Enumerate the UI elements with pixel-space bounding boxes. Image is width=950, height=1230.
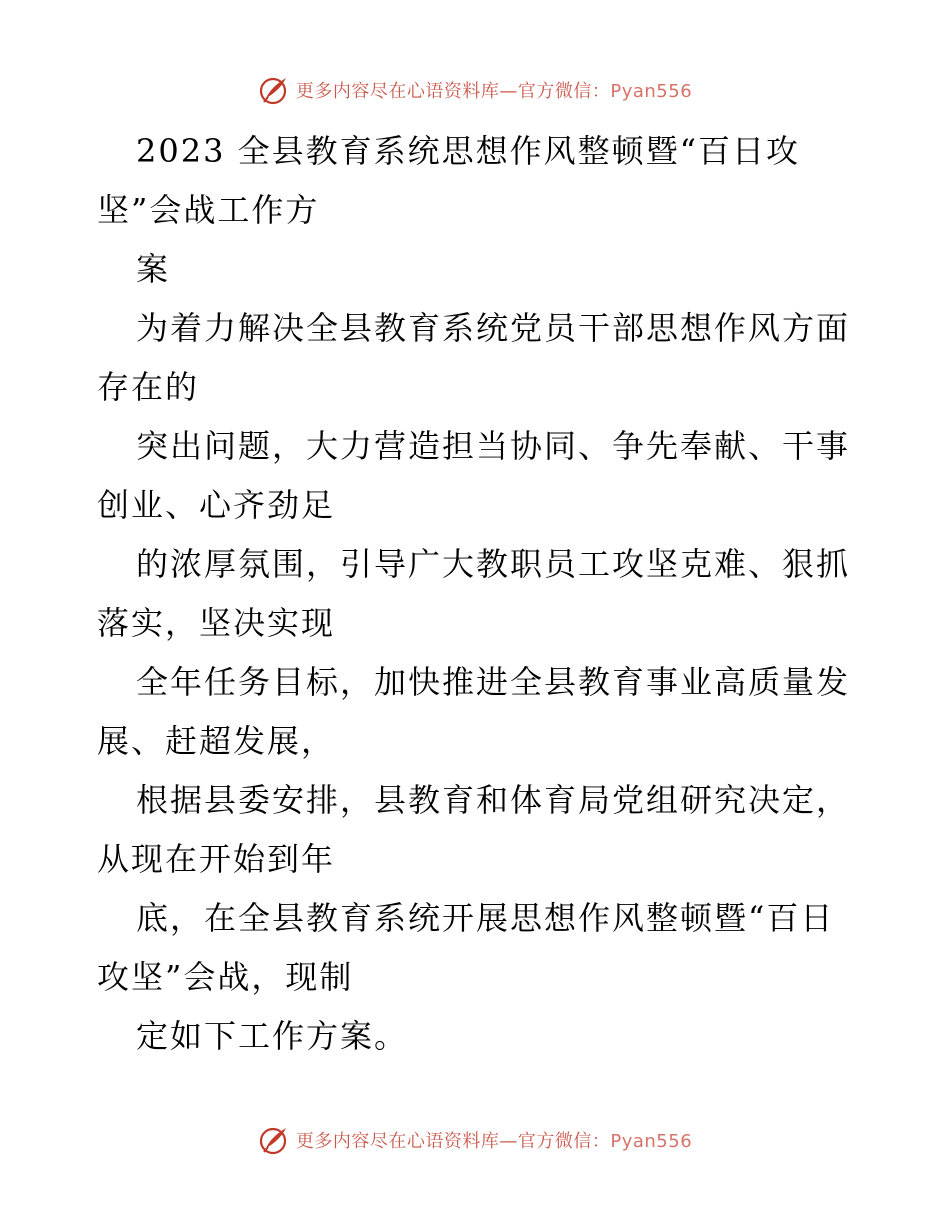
paragraph-line: 存在的 <box>97 368 200 406</box>
paragraph-line: 定如下工作方案。 <box>136 1017 409 1055</box>
paragraph-line: 从现在开始到年 <box>97 840 336 878</box>
document-title-line-3: 案 <box>136 250 171 288</box>
document-title-line-1: 2023 全县教育系统思想作风整顿暨“百日攻 <box>136 132 800 170</box>
quill-pen-logo-icon <box>258 1124 290 1156</box>
paragraph-line: 根据县委安排，县教育和体育局党组研究决定， <box>136 781 851 819</box>
paragraph-line: 创业、心齐劲足 <box>97 486 336 524</box>
paragraph-line: 底，在全县教育系统开展思想作风整顿暨“百日 <box>136 899 835 937</box>
quill-pen-logo-icon <box>258 74 290 106</box>
paragraph-line: 落实，坚决实现 <box>97 604 336 642</box>
document-title-line-2: 坚”会战工作方 <box>97 191 320 229</box>
paragraph-line: 攻坚”会战，现制 <box>97 958 354 996</box>
watermark-text: 更多内容尽在心语资料库—官方微信：Pyan556 <box>295 1131 693 1152</box>
paragraph-line: 的浓厚氛围，引导广大教职员工攻坚克难、狠抓 <box>136 545 851 583</box>
paragraph-line: 为着力解决全县教育系统党员干部思想作风方面 <box>136 309 851 347</box>
watermark-text: 更多内容尽在心语资料库—官方微信：Pyan556 <box>295 81 693 102</box>
document-body <box>97 122 867 1066</box>
paragraph-line: 全年任务目标，加快推进全县教育事业高质量发 <box>136 663 851 701</box>
paragraph-line: 突出问题，大力营造担当协同、争先奉献、干事 <box>136 427 851 465</box>
header-watermark <box>0 70 950 110</box>
paragraph-line: 展、赶超发展， <box>97 722 336 760</box>
footer-watermark <box>0 1120 950 1160</box>
